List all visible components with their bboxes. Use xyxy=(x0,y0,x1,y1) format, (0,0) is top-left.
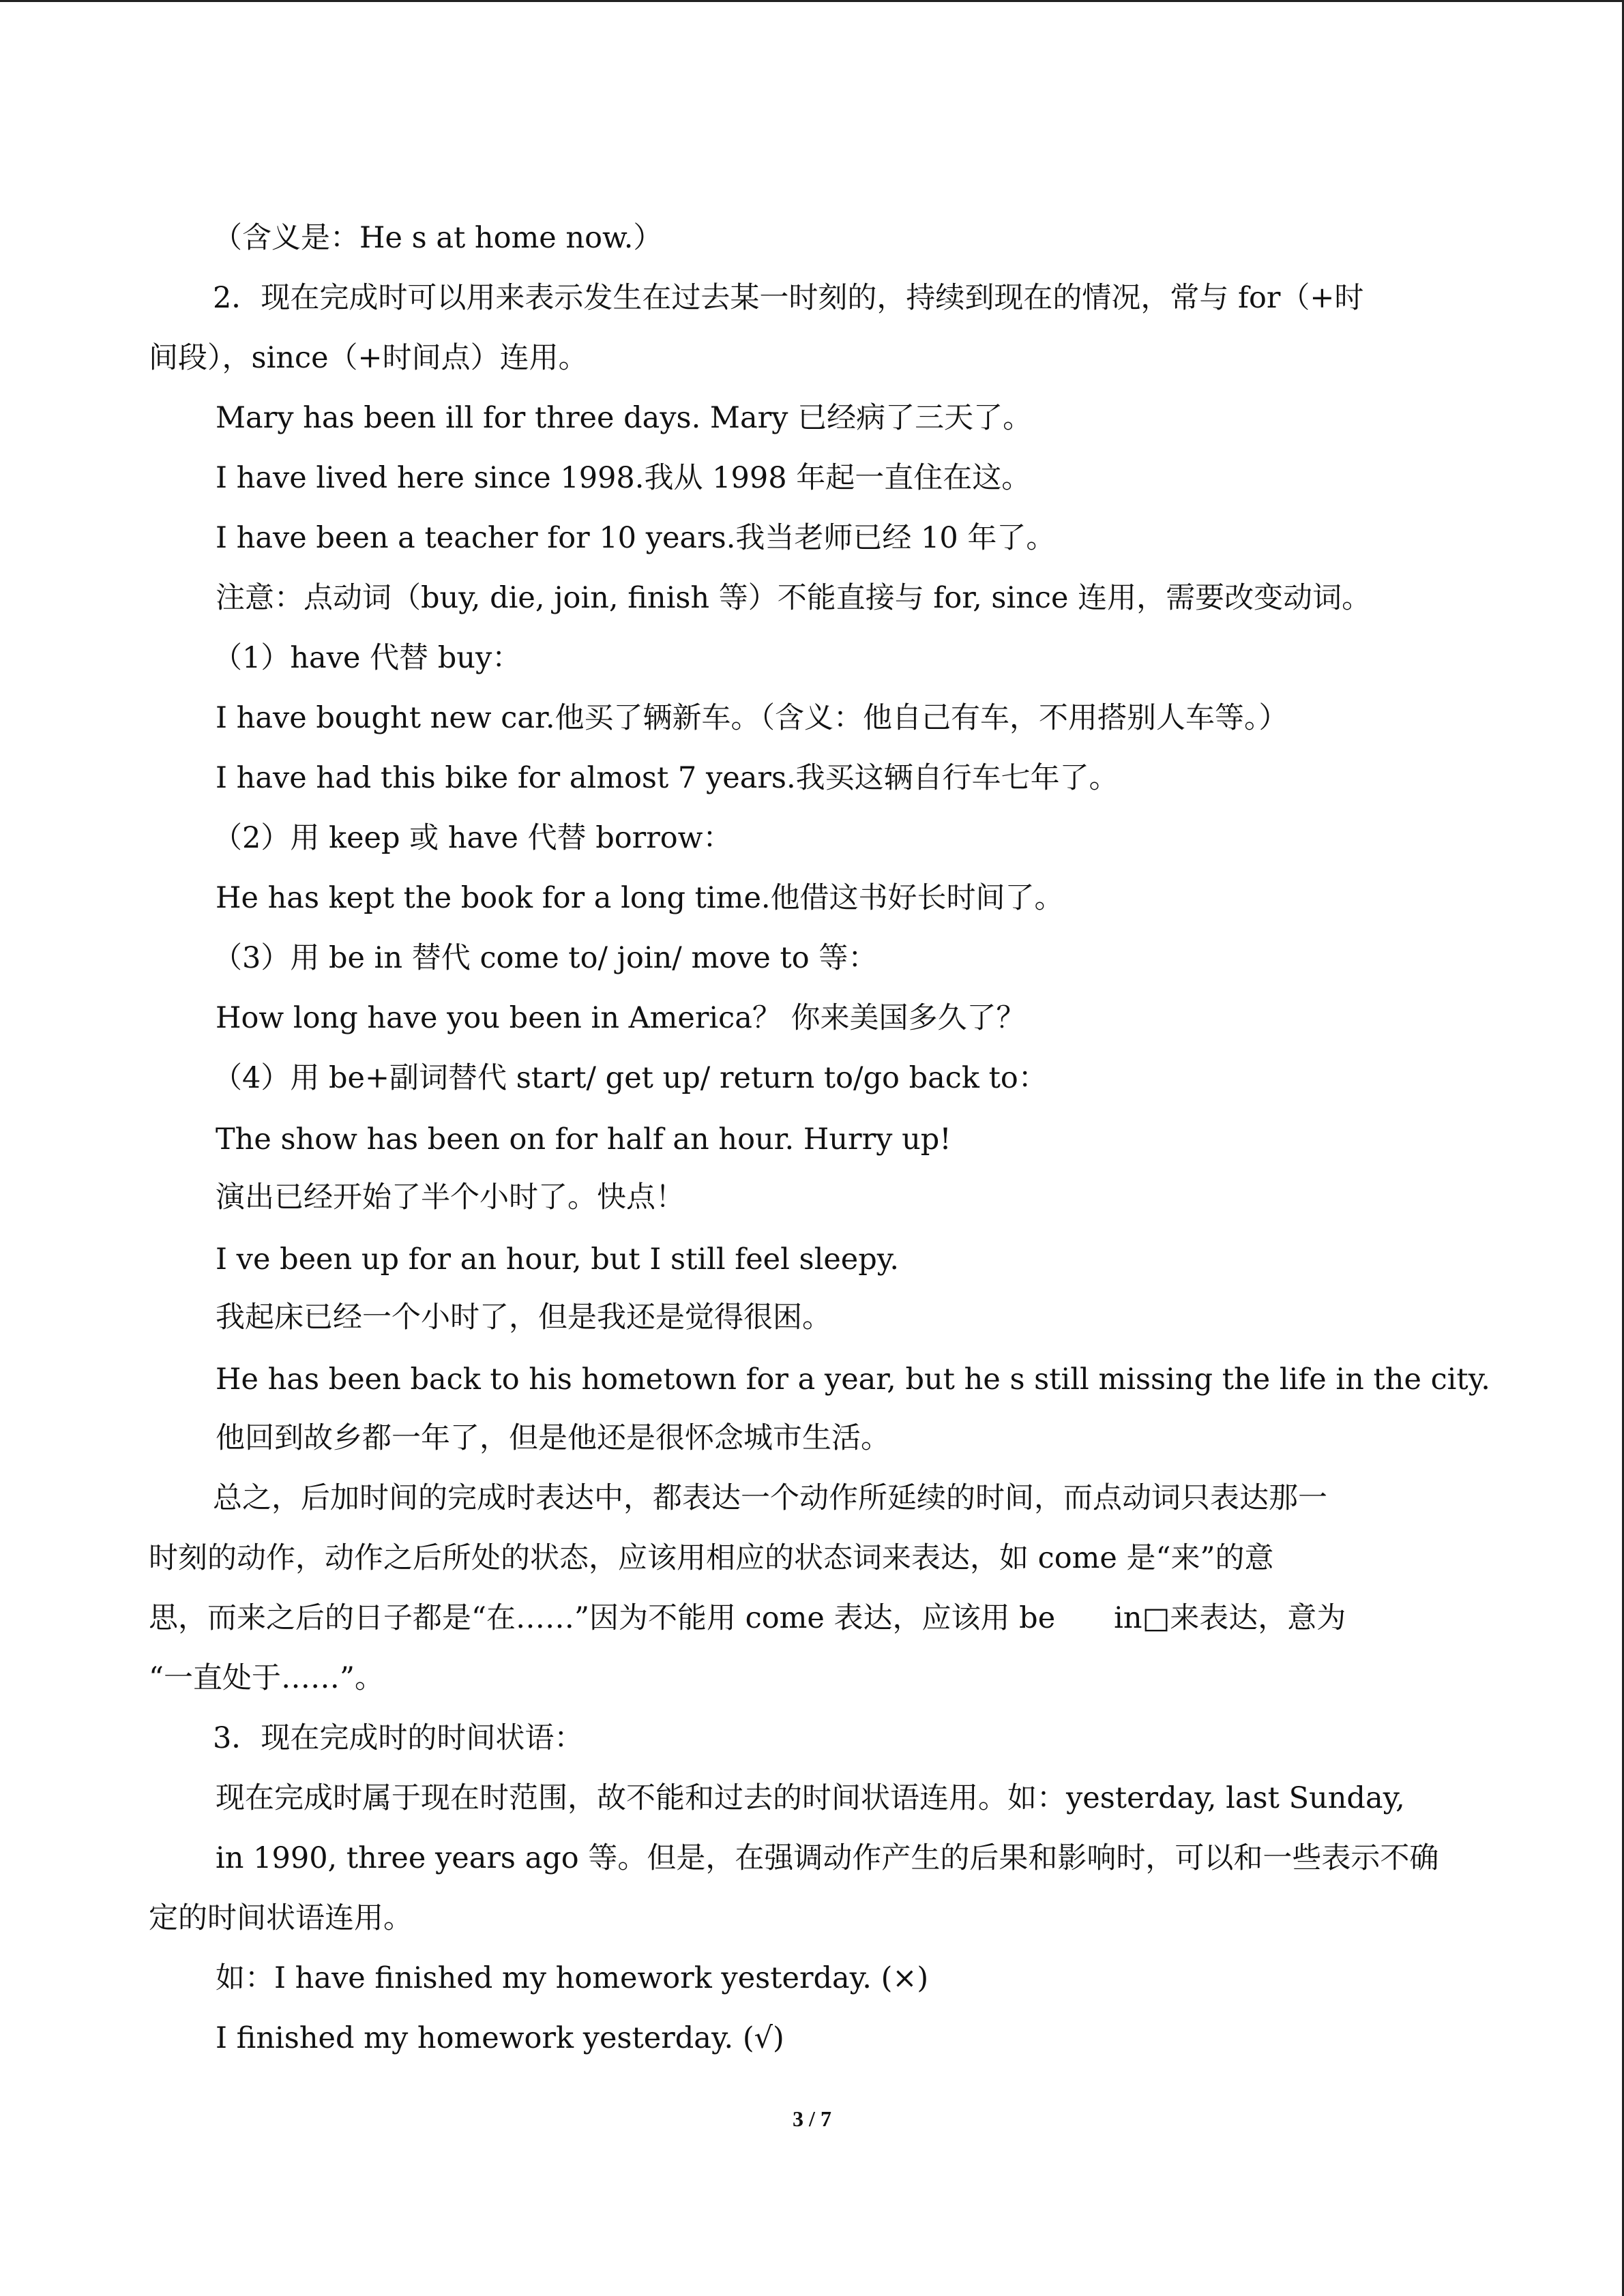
text-line: I have been a teacher for 10 years.我当老师已经 10 年了。 xyxy=(216,521,1056,555)
text-line: I have lived here since 1998.我从 1998 年起一直住在这。 xyxy=(216,461,1031,495)
text-line: 3．现在完成时的时间状语： xyxy=(213,1721,584,1755)
text-line: （3）用 be in 替代 come to/ join/ move to 等： xyxy=(213,941,878,975)
text-line: （2）用 keep 或 have 代替 borrow： xyxy=(213,821,733,855)
text-line: He has kept the book for a long time.他借这书好长时间了。 xyxy=(216,881,1064,915)
text-line: （1）have 代替 buy： xyxy=(213,641,522,675)
text-line: I have had this bike for almost 7 years.我买这辆自行车七年了。 xyxy=(216,761,1119,795)
text-line: He has been back to his hometown for a year, but he s still missing the life in the city. xyxy=(216,1362,1490,1397)
text-line: 现在完成时属于现在时范围，故不能和过去的时间状语连用。如：yesterday, last Sunday, xyxy=(216,1781,1405,1815)
text-line: I finished my homework yesterday. (√) xyxy=(216,2021,784,2055)
page-number: 3 / 7 xyxy=(793,2106,831,2131)
text-line: 时刻的动作，动作之后所处的状态，应该用相应的状态词来表达，如 come 是“来”的意 xyxy=(149,1541,1274,1575)
text-line: 我起床已经一个小时了，但是我还是觉得很困。 xyxy=(216,1300,831,1335)
text-line: 如：I have finished my homework yesterday. (×) xyxy=(216,1961,929,1995)
text-line: The show has been on for half an hour. Hurry up! xyxy=(216,1122,951,1157)
text-line: How long have you been in America？ 你来美国多久了？ xyxy=(216,1001,1026,1035)
text-line: Mary has been ill for three days. Mary 已经病了三天了。 xyxy=(216,401,1033,435)
text-line: 定的时间状语连用。 xyxy=(149,1901,413,1935)
text-line: 间段），since（+时间点）连用。 xyxy=(149,341,588,375)
text-line: （4）用 be+副词替代 start/ get up/ return to/go back to： xyxy=(213,1061,1048,1095)
text-line: 他回到故乡都一年了，但是他还是很怀念城市生活。 xyxy=(216,1421,890,1455)
text-line: in 1990, three years ago 等。但是，在强调动作产生的后果和影响时，可以和一些表示不确 xyxy=(216,1841,1439,1875)
text-line: I have bought new car.他买了辆新车。（含义：他自己有车，不用搭别人车等。） xyxy=(216,701,1288,735)
text-line: 总之，后加时间的完成时表达中，都表达一个动作所延续的时间，而点动词只表达那一 xyxy=(213,1481,1327,1515)
text-line: 演出已经开始了半个小时了。快点！ xyxy=(216,1180,685,1214)
text-line: （含义是：He s at home now.） xyxy=(213,221,663,255)
text-line: 思，而来之后的日子都是“在……”因为不能用 come 表达，应该用 be in□来表达，意为 xyxy=(149,1601,1346,1635)
text-line: 2．现在完成时可以用来表示发生在过去某一时刻的，持续到现在的情况，常与 for（+时 xyxy=(213,281,1364,315)
text-line: I ve been up for an hour, but I still feel sleepy. xyxy=(216,1242,900,1277)
text-line: “一直处于……”。 xyxy=(149,1661,384,1695)
text-line: 注意：点动词（buy, die, join, finish 等）不能直接与 for, since 连用，需要改变动词。 xyxy=(216,581,1372,615)
